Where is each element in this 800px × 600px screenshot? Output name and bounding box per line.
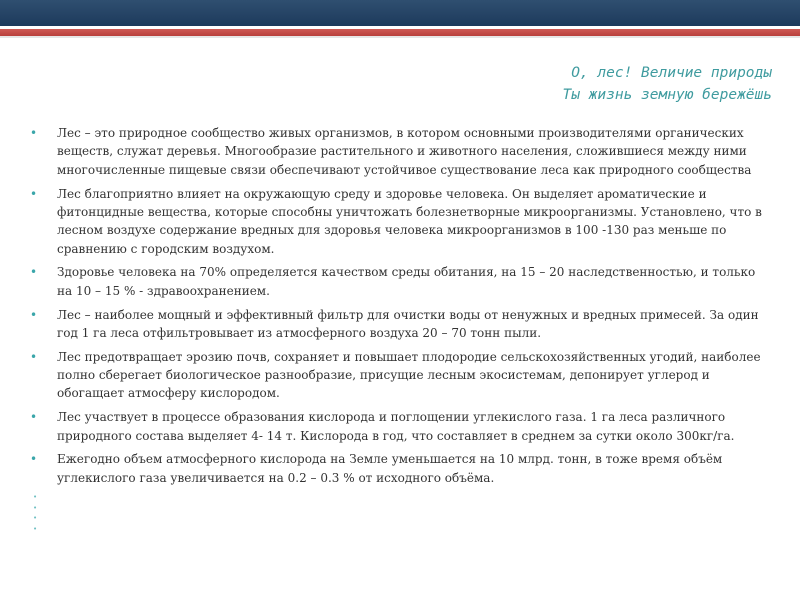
bullet-item <box>30 263 770 300</box>
bullet-text: Лес предотвращает эрозию почв, сохраняет и повышает плодородие сельскохозяйственных угодий, наиболее полно сберегает биологическое разнообразие, присущие лесным экосистемам, депонирует углерод и обогащает атмосферу кислородом. <box>57 349 761 401</box>
bullet-icon: • <box>30 410 38 425</box>
bullet-item <box>30 306 770 343</box>
slide-title <box>562 62 772 106</box>
bullet-icon: • <box>33 524 38 533</box>
bullet-text: Лес участвует в процессе образования кислорода и поглощении углекислого газа. 1 га леса различного природного состава выделяет 4- 14 т. Кислорода в год, что составляет в среднем за сутки около 300кг/га. <box>57 410 735 443</box>
bullet-text: Лес – наиболее мощный и эффективный фильтр для очистки воды от ненужных и вредных примесей. За один год 1 га леса отфильтровывает из атмосферного воздуха 20 – 70 тонн пыли. <box>57 307 759 340</box>
bullet-item <box>30 185 770 259</box>
empty-bullet <box>30 492 770 503</box>
empty-bullet <box>30 524 770 535</box>
header-stripe-red <box>0 29 800 36</box>
bullet-icon: • <box>30 265 38 280</box>
bullet-text: Лес благоприятно влияет на окружающую среду и здоровье человека. Он выделяет ароматические и фитонцидные вещества, которые способны уничтожать болезнетворные микроорганизмы. Установлено, что в лесном воздухе содержание вредных для здоровья человека микроорганизмов в 100 -130 раз меньше по сравнению с городским воздухом. <box>57 186 762 256</box>
bullet-text: Лес – это природное сообщество живых организмов, в котором основными производителями органических веществ, служат деревья. Многообразие растительного и животного населения, сложившиеся между ними многочисленные пищевые связи обеспечивают устойчивое существование леса как природного сообщества <box>57 126 752 177</box>
bullet-icon: • <box>30 126 38 140</box>
title-line-2: Ты жизнь земную бережёшь <box>562 87 772 103</box>
empty-bullet <box>30 513 770 524</box>
bullet-icon: • <box>30 349 38 364</box>
bullet-item <box>30 348 770 403</box>
bullet-icon: • <box>33 493 38 502</box>
bullet-text: Здоровье человека на 70% определяется качеством среды обитания, на 15 – 20 наследственностью, и только на 10 – 15 % - здравоохранением. <box>57 265 756 298</box>
bullet-item <box>30 450 770 487</box>
bullet-text: Ежегодно объем атмосферного кислорода на Земле уменьшается на 10 млрд. тонн, в тоже время объём углекислого газа увеличивается на 0.2 – 0.3 % от исходного объёма. <box>57 452 723 485</box>
bullet-icon: • <box>33 514 38 523</box>
header-band <box>0 0 800 26</box>
bullet-icon: • <box>30 307 38 322</box>
empty-bullet <box>30 503 770 514</box>
bullet-icon: • <box>33 503 38 512</box>
header-stripe-shade <box>0 36 800 38</box>
bullet-icon: • <box>30 186 38 201</box>
bullet-item <box>30 408 770 445</box>
bullet-list <box>30 124 770 534</box>
bullet-icon: • <box>30 452 38 467</box>
bullet-item <box>30 124 770 179</box>
title-line-1: О, лес! Величие природы <box>571 65 772 81</box>
